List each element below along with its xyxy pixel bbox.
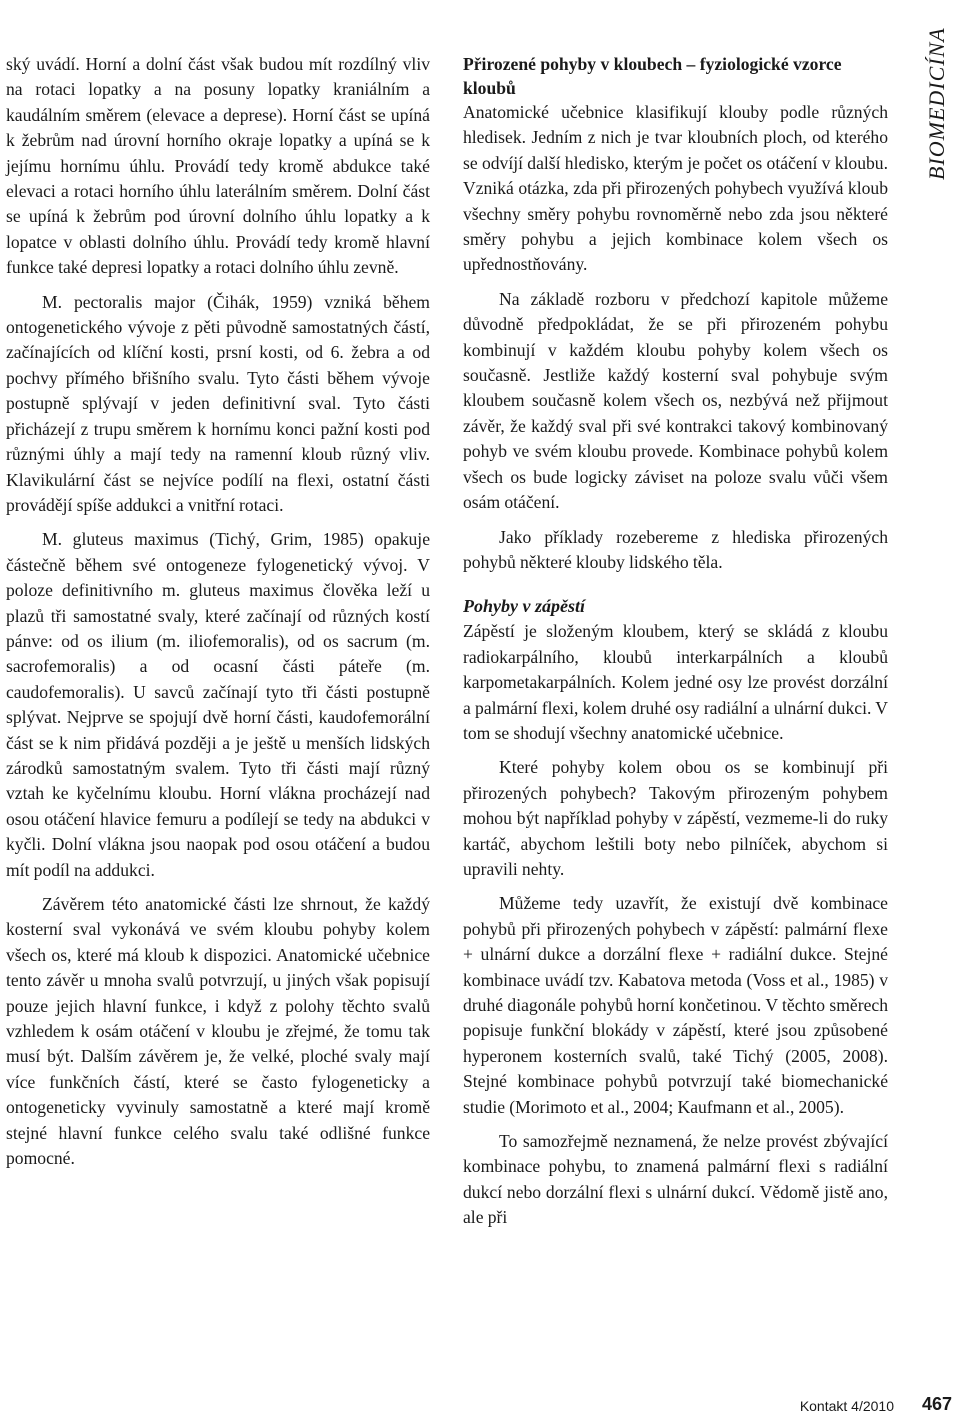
journal-issue: Kontakt 4/2010: [799, 1398, 894, 1414]
subsection-heading: Pohyby v zápěstí: [463, 596, 585, 617]
body-paragraph: Závěrem této anatomické části lze shrnout, že každý kosterní sval vykonává ve svém kloubu pohyby kolem všech os, které má kloub k dispozici. Anatomické učebnice tento závěr u mnoha svalů potvrzují, u jiných však popisují pouze jejich hlavní funkce, i když z polohy těchto svalů vzhledem k osám otáčení v kloubu je zřejmé, že tomu tak musí být. Dalším závěrem je, že velké, ploché svaly mají více funkčních částí, které se často fylogeneticky a ontogeneticky vyvinuly samostatně a které mají kromě stejné hlavní funkce celého svalu také odlišné funkce pomocné.: [6, 894, 430, 1169]
body-paragraph: M. pectoralis major (Čihák, 1959) vzniká během ontogenetického vývoje z pěti původně samostatných částí, začínajících od klíční kosti, prsní kosti, od 6. žebra a od pochvy přímého břišního svalu. Tyto části během vývoje postupně splývají v jeden definitivní sval. Tyto části přicházejí z trupu směrem k hornímu konci pažní kosti pod různými úhly a mají tedy na ramenní kloub různý vliv. Klavikulární část se nejvíce podílí na flexi, ostatní části provádějí spíše addukci a vnitřní rotaci.: [6, 291, 430, 515]
body-paragraph: Anatomické učebnice klasifikují klouby podle různých hledisek. Jedním z nich je tvar kloubních ploch, od kterého se odvíjí další hledisko, kterým je počet os otáčení v kloubu. Vzniká otázka, zda při přirozených pohybech využívá kloub všechny směry pohybu rovnoměrně nebo zda jsou některé směry pohybu a jejich kombinace kolem všech os upřednostňovány.: [463, 102, 888, 275]
body-paragraph: Na základě rozboru v předchozí kapitole můžeme důvodně předpokládat, že se při přirozeném pohybu kombinují v každém kloubu pohyby kolem všech os současně. Jestliže každý kosterní sval pohybuje svým kloubem současně kolem všech os, nezbývá než přijmout závěr, že každý sval při své kontrakci takový kombinovaný pohyb ve svém kloubu provede. Kombinace pohybů kolem všech os bude logicky záviset na poloze svalu vůči všem osám otáčení.: [463, 288, 888, 513]
body-paragraph: Které pohyby kolem obou os se kombinují při přirozených pohybech? Takovým přirozeným pohybem mohou být například pohyby v zápěstí, vezmeme-li do ruky kartáč, abychom leštili boty nebo pilníček, abychom si upravili nehty.: [463, 757, 888, 879]
section-heading: Přirozené pohyby v kloubech – fyziologické vzorce kloubů: [463, 54, 842, 98]
left-column: [6, 52, 430, 1171]
body-paragraph: M. gluteus maximus (Tichý, Grim, 1985) opakuje částečně během své ontogeneze fylogenetický vývoj. V poloze definitivního m. gluteus maximus člověka leží u plazů tři samostatné svaly, které začínají od různých kostí pánve: od os ilium (m. iliofemoralis), od os sacrum (m. sacrofemoralis) a od ocasní části páteře (m. caudofemoralis). U savců začínají tyto tři části postupně splývat. Nejprve se spojují dvě horní části, kaudofemorální část se k nim přidává později a je ještě u menších lidských zárodků samostatným svalem. Tyto tři části mají různý vztah ke kyčelnímu kloubu. Horní vlákna procházejí nad osou otáčení hlavice femuru a podílejí se tedy na abdukci v kyčli. Dolní vlákna jsou naopak pod osou otáčení a budou mít podíl na addukci.: [6, 529, 430, 880]
body-paragraph: Můžeme tedy uzavřít, že existují dvě kombinace pohybů při přirozených pohybech v zápěstí: palmární flexe + ulnární dukce a dorzální flexe + radiální dukce. Stejné kombinace uvádí tzv. Kabatova metoda (Voss et al., 1985) v druhé diagonále pohybů horní končetinou. V těchto směrech popisuje funkční blokády v zápěstí, které jsou způsobené hyperonem kosterních svalů, také Tichý (2005, 2008). Stejné kombinace pohybů potvrzují také biomechanické studie (Morimoto et al., 2004; Kaufmann et al., 2005).: [463, 893, 888, 1117]
right-column: [463, 52, 888, 1231]
page-number: 467: [921, 1394, 952, 1414]
body-paragraph: ský uvádí. Horní a dolní část však budou mít rozdílný vliv na rotaci lopatky a na posuny lopatky kraniálním a kaudálním směrem (elevace a deprese). Horní část se upíná k žebrům nad úrovní horního okraje lopatky a upíná se k jejímu hornímu úhlu. Provádí tedy kromě abdukce také elevaci a rotaci horního úhlu laterálním směrem. Dolní část se upíná k žebrům pod úrovní dolního úhlu lopatky a k lopatce v oblasti dolního úhlu. Provádí tedy kromě hlavní funkce také depresi lopatky a rotaci dolního úhlu zevně.: [6, 54, 430, 278]
body-paragraph: To samozřejmě neznamená, že nelze provést zbývající kombinace pohybu, to znamená palmární flexi s radiální dukcí nebo dorzální flexi s ulnární dukcí. Vědomě jistě ano, ale při: [463, 1131, 888, 1228]
body-paragraph: Zápěstí je složeným kloubem, který se skládá z kloubu radiokarpálního, kloubů interkarpálních a kloubů karpometakarpálních. Kolem jedné osy lze provést dorzální a palmární flexi, kolem druhé osy radiální a ulnární dukci. V tom se shodují všechny anatomické učebnice.: [463, 621, 888, 743]
running-head: BIOMEDICÍNA: [924, 27, 949, 180]
body-paragraph: Jako příklady rozebereme z hlediska přirozených pohybů některé klouby lidského těla.: [463, 526, 888, 572]
